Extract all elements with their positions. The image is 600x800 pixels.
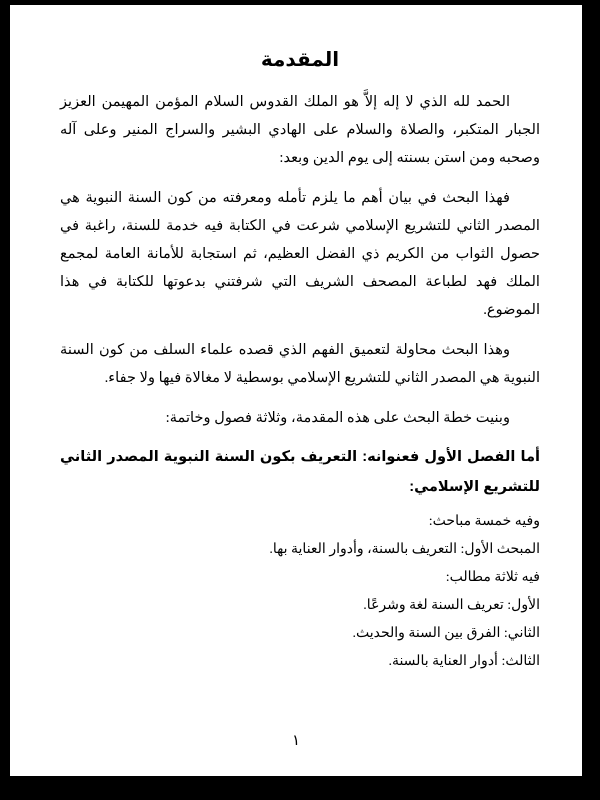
paragraph-praise: الحمد لله الذي لا إله إلاَّ هو الملك القدوس السلام المؤمن المهيمن العزيز الجبار المتكبر، والصلاة والسلام على الهادي البشير والسراج المنير وعلى آله وصحبه ومن استن بسنته إلى يوم الدين وبعد: xyxy=(60,94,540,166)
paragraph-research-purpose: فهذا البحث في بيان أهم ما يلزم تأمله ومعرفته من كون السنة النبوية هي المصدر الثاني للتشريع الإسلامي شرعت في الكتابة فيه خدمة للسنة، راغبة في حصول الثواب من الكريم ذي الفضل العظيم، ثم استجابة للأمانة العامة لمجمع الملك فهد لطباعة المصحف الشريف التي شرفتني بدعوتها للكتابة في هذا الموضوع. xyxy=(60,190,540,318)
page-number: ١ xyxy=(291,733,301,749)
outline-five-sections-note: وفيه خمسة مباحث: xyxy=(428,514,540,529)
page-title: المقدمة xyxy=(260,49,340,71)
paragraph-research-plan: وبنيت خطة البحث على هذه المقدمة، وثلاثة فصول وخاتمة: xyxy=(165,410,510,426)
page-body xyxy=(60,88,540,676)
page-sheet xyxy=(10,5,582,776)
outline-topic-third: الثالث: أدوار العناية بالسنة. xyxy=(388,654,540,669)
outline-three-topics-note: فيه ثلاثة مطالب: xyxy=(445,570,540,585)
chapter-one-heading: أما الفصل الأول فعنوانه: التعريف بكون السنة النبوية المصدر الثاني للتشريع الإسلامي: xyxy=(60,449,540,495)
page-content-area xyxy=(60,5,540,776)
outline-section-one: المبحث الأول: التعريف بالسنة، وأدوار العناية بها. xyxy=(269,542,540,557)
outline-topic-second: الثاني: الفرق بين السنة والحديث. xyxy=(352,626,540,641)
outline-topic-first: الأول: تعريف السنة لغة وشرعًا. xyxy=(363,598,540,613)
paragraph-deepening-understanding: وهذا البحث محاولة لتعميق الفهم الذي قصده علماء السلف من كون السنة النبوية هي المصدر الثاني للتشريع الإسلامي بوسطية لا مغالاة فيها ولا جفاء. xyxy=(60,342,540,386)
